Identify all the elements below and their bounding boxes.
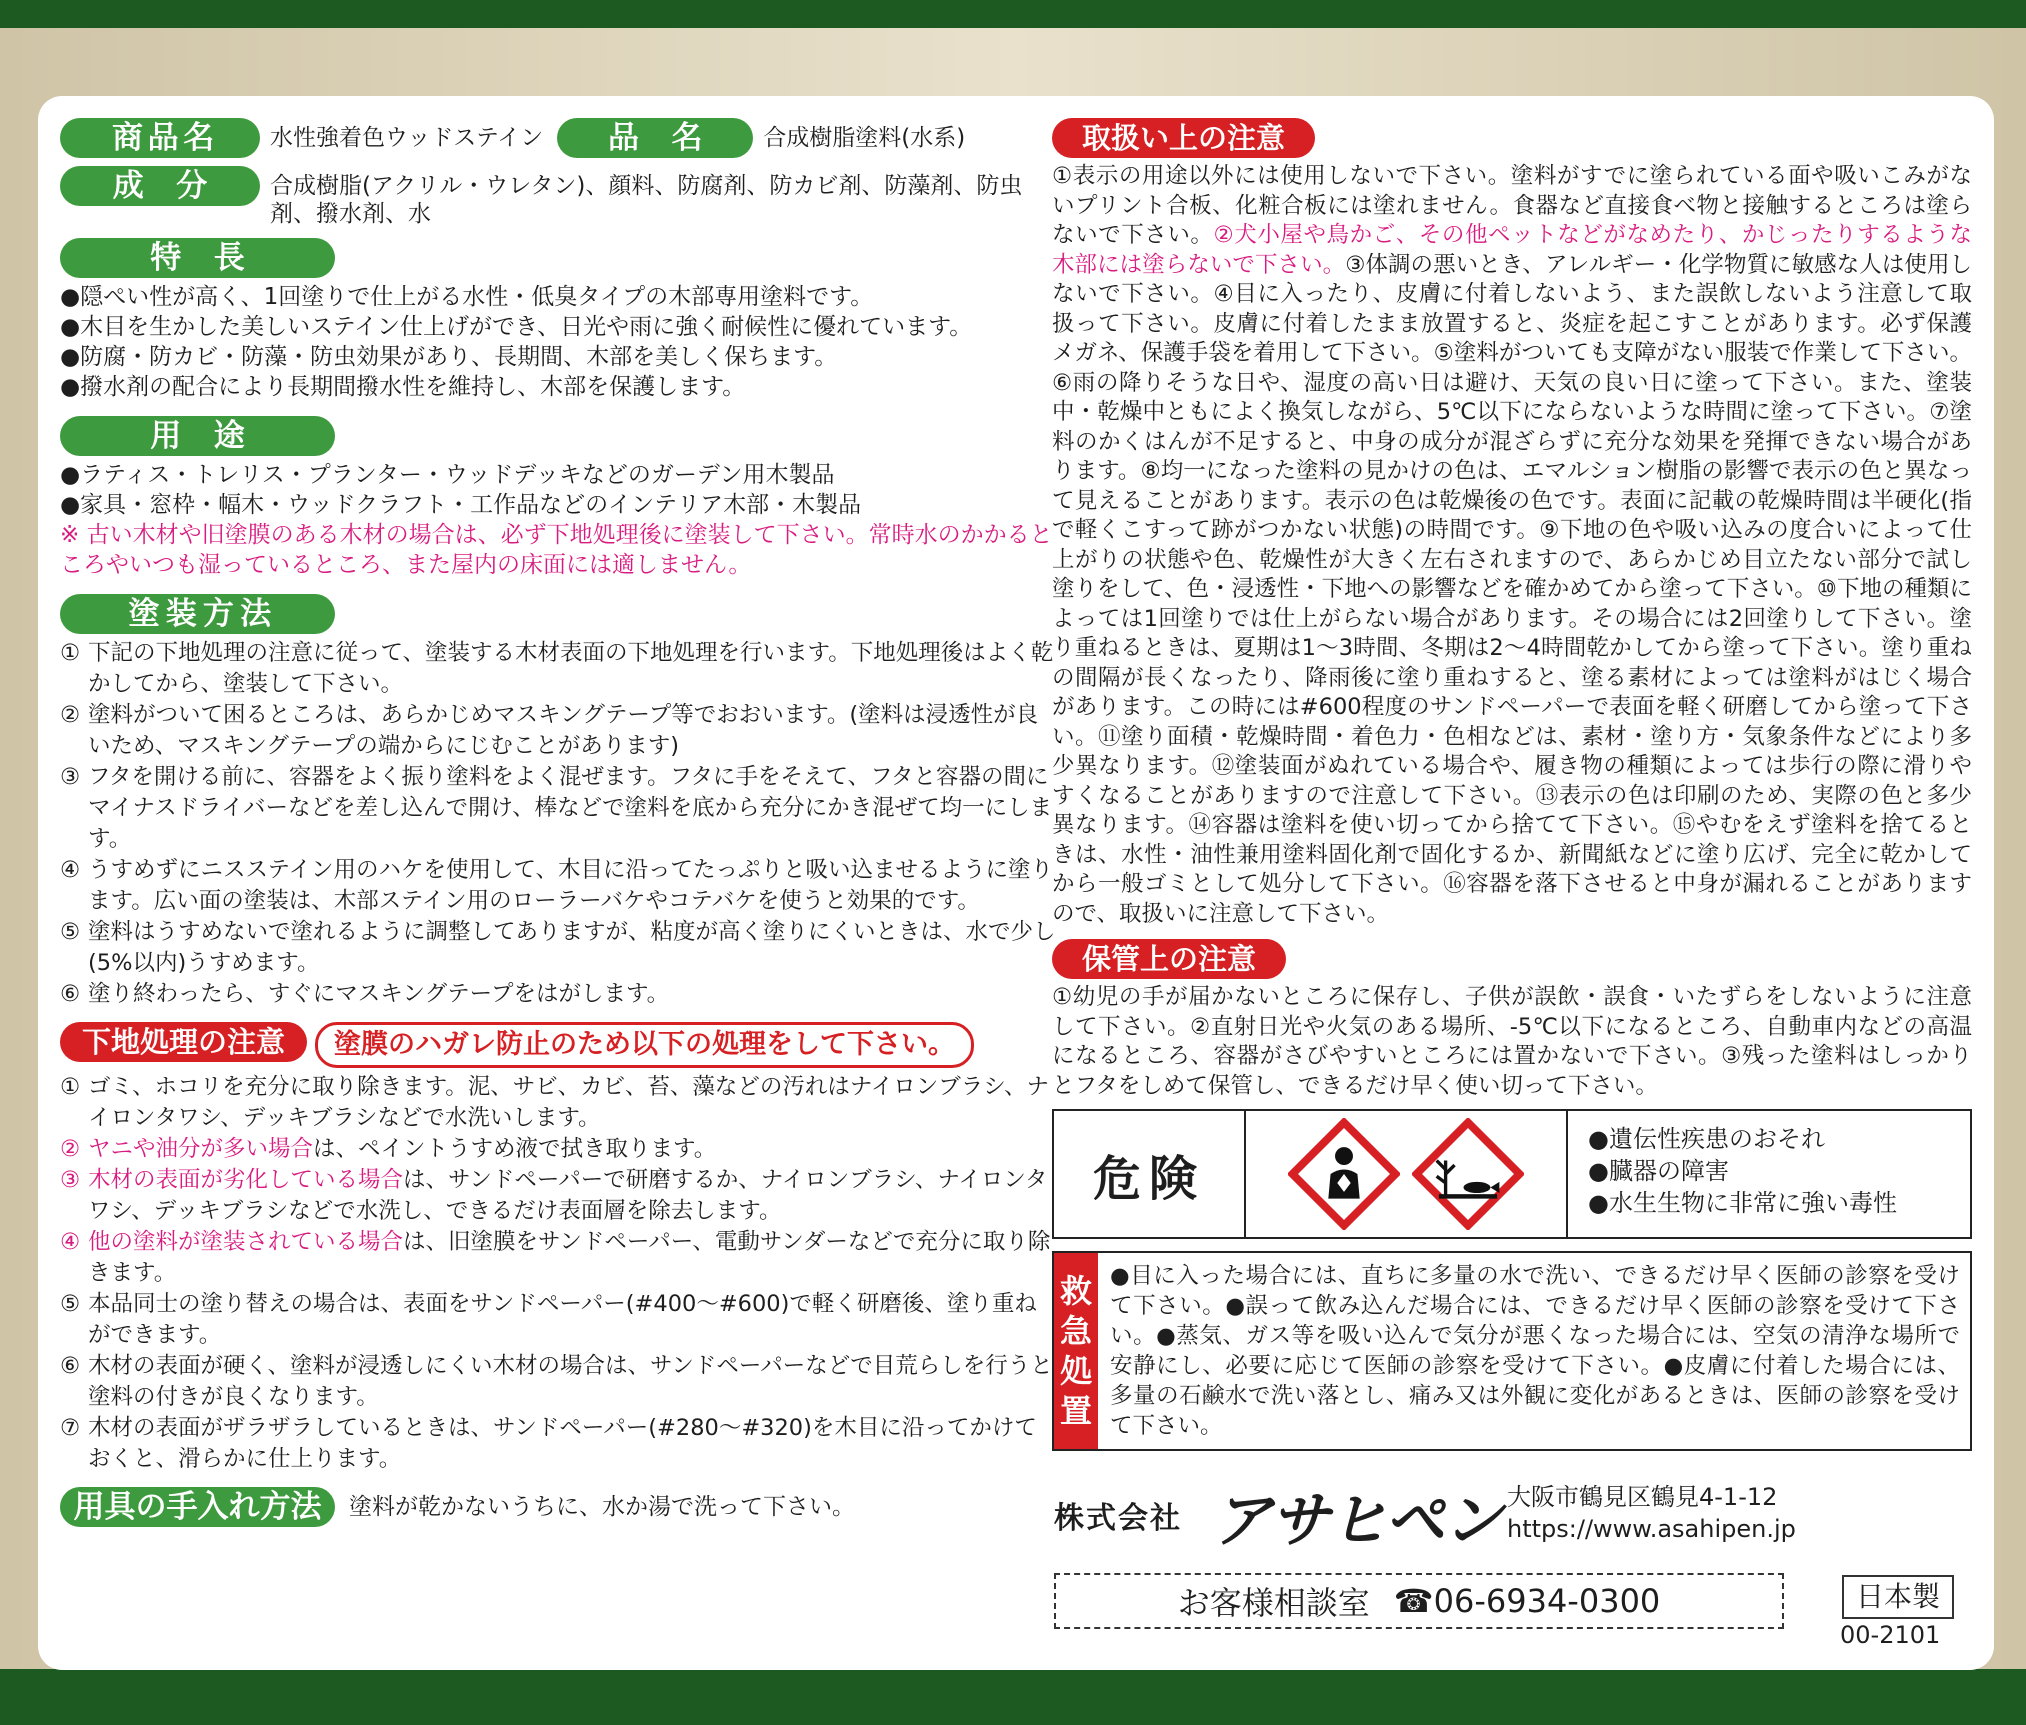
item-number: ⑤ — [60, 919, 81, 945]
item-text: うすめずにニスステイン用のハケを使用して、木目に沿ってたっぷりと吸い込ませるように塗ります。広い面の塗装は、木部ステイン用のローラーバケやコテバケを使うと効果的です。 — [88, 857, 1054, 914]
item-number: ⑦ — [60, 1415, 81, 1441]
handling-text-highlight: ②犬小屋や鳥かご、その他ペットなどがなめたり、かじったりするような木部には塗らないで下さい。 — [1052, 222, 1972, 278]
handling-text-b: ③体調の悪いとき、アレルギー・化学物質に敏感な人は使用しないで下さい。④目に入ったり、皮膚に付着しないよう、また誤飲しないよう注意して取扱って下さい。皮膚に付着したまま放置すると、炎症を起こすことがあります。必ず保護メガネ、保護手袋を着用して下さい。⑤塗料がついても支障がない服装で作業して下さい。⑥雨の降りそうな日や、湿度の高い日は避け、天気の良い日に塗って下さい。また、塗装中・乾燥中ともによく換気しながら、5℃以下にならないような時間に塗って下さい。⑦塗料のかくはんが不足すると、中身の成分が混ざらずに充分な効果を発揮できない場合があります。⑧均一になった塗料の見かけの色は、エマルション樹脂の影響で表示の色と異なって見えることがあります。表示の色は乾燥後の色です。表面に記載の乾燥時間は半硬化(指で軽くこすって跡がつかない状態)の時間です。⑨下地の色や吸い込みの度合いによって仕上がりの状態や色、乾燥性が大きく左右されますので、あらかじめ目立たない部分で試し塗りをして、色・浸透性・下地への影響などを確かめてから塗って下さい。⑩下地の種類によっては1回塗りでは仕上がらない場合があります。その場合には2回塗りして下さい。塗り重ねるときは、夏期は1〜3時間、冬期は2〜4時間乾かしてから塗って下さい。塗り重ねの間隔が長くなったり、降雨後に塗り重ねすると、塗る素材によっては塗料がはじく場合があります。この時には#600程度のサンドペーパーで表面を軽く研磨してから塗って下さい。⑪塗り面積・乾燥時間・着色力・色相などは、素材・塗り方・気象条件などにより多少異なります。⑫塗装面がぬれている場合や、履き物の種類によっては歩行の際に滑りやすくなることがありますので注意して下さい。⑬表示の色は印刷のため、実際の色と多少異なります。⑭容器は塗料を使い切ってから捨てて下さい。⑮やむをえず塗料を捨てるときは、水性・油性兼用塗料固化剤で固化するか、新聞紙などに塗り広げ、完全に乾かしてから一般ゴミとして処分して下さい。⑯容器を落下させると中身が漏れることがありますので、取扱いに注意して下さい。 — [1052, 251, 1972, 927]
company-logo: アサヒペン — [1212, 1486, 1501, 1556]
item-text: 木材の表面が硬く、塗料が浸透しにくい木材の場合は、サンドペーパーなどで目荒らしを行うと塗料の付きが良くなります。 — [88, 1353, 1053, 1410]
item-text: フタを開ける前に、容器をよく振り塗料をよく混ぜます。フタに手をそえて、フタと容器の間にマイナスドライバーなどを差し込んで開け、棒などで塗料を底から充分にかき混ぜて均一にします。 — [88, 764, 1053, 852]
list-item — [60, 1165, 1056, 1227]
uses-title: 用 途 — [60, 416, 335, 456]
item-text: 塗り終わったら、すぐにマスキングテープをはがします。 — [88, 981, 670, 1007]
list-item — [60, 855, 1056, 917]
ghs-pictograms — [1246, 1111, 1568, 1237]
product-name-value: 水性強着色ウッドステイン — [270, 125, 544, 151]
company-address-block — [1507, 1481, 1796, 1545]
item-text: 塗料がついて困るところは、あらかじめマスキングテープ等でおおいます。(塗料は浸透性が良いため、マスキングテープの端からにじむことがあります) — [88, 702, 1039, 759]
label-panel — [38, 96, 1994, 1670]
list-item: ●隠ぺい性が高く、1回塗りで仕上がる水性・低臭タイプの木部専用塗料です。 — [60, 284, 874, 310]
list-item — [60, 1227, 1056, 1289]
item-number: ④ — [60, 857, 81, 883]
list-item: ●水生生物に非常に強い毒性 — [1588, 1189, 1897, 1217]
first-aid-label — [1054, 1253, 1098, 1449]
list-item — [60, 1351, 1056, 1413]
top-band — [0, 0, 2026, 28]
item-number: ② — [60, 702, 81, 728]
item-number: ⑥ — [60, 1353, 81, 1379]
list-item — [60, 1413, 1056, 1475]
list-item: ●ラティス・トレリス・プランター・ウッドデッキなどのガーデン用木製品 — [60, 462, 835, 488]
item-text: 木材の表面がザラザラしているときは、サンドペーパー(#280〜#320)を木目に沿ってかけておくと、滑らかに仕上ります。 — [88, 1415, 1037, 1472]
item-number: ③ — [60, 1167, 81, 1193]
customer-contact — [1054, 1573, 1784, 1629]
handling-title: 取扱い上の注意 — [1052, 118, 1315, 158]
item-text: は、ペイントうすめ液で拭き取ります。 — [313, 1136, 717, 1162]
list-item — [60, 1289, 1056, 1351]
bottom-band — [0, 1669, 2026, 1725]
company-prefix: 株式会社 — [1054, 1501, 1182, 1536]
product-code: 00-2101 — [1840, 1621, 1941, 1649]
prep-subtitle: 塗膜のハガレ防止のため以下の処理をして下さい。 — [315, 1022, 974, 1068]
item-text: 下記の下地処理の注意に従って、塗装する木材表面の下地処理を行います。下地処理後はよく乾かしてから、塗装して下さい。 — [88, 640, 1054, 697]
list-item — [60, 979, 1056, 1010]
list-item — [60, 917, 1056, 979]
item-number: ② — [60, 1136, 81, 1162]
handling-text — [1052, 162, 1972, 929]
first-aid-label-char: 救 — [1059, 1272, 1092, 1310]
left-column — [60, 118, 1056, 1527]
first-aid-label-char: 置 — [1059, 1392, 1092, 1430]
composition-label: 成 分 — [60, 166, 260, 206]
made-in-badge: 日本製 — [1842, 1575, 1954, 1619]
item-number: ⑤ — [60, 1291, 81, 1317]
tools-row — [60, 1487, 1056, 1527]
hazard-statements — [1568, 1111, 1970, 1237]
item-number: ④ — [60, 1229, 81, 1255]
contact-phone[interactable]: ☎06-6934-0300 — [1393, 1582, 1661, 1620]
first-aid-text: ●目に入った場合には、直ちに多量の水で洗い、できるだけ早く医師の診察を受けて下さい。●誤って飲み込んだ場合には、できるだけ早く医師の診察を受けて下さい。●蒸気、ガス等を吸い込んで気分が悪くなった場合には、空気の清浄な場所で安静にし、必要に応じて医師の診察を受けて下さい。●皮膚に付着した場合には、多量の石鹸水で洗い落とし、痛み又は外観に変化があるときは、医師の診察を受けて下さい。 — [1110, 1263, 1960, 1439]
item-text: ゴミ、ホコリを充分に取り除きます。泥、サビ、カビ、苔、藻などの汚れはナイロンブラシ、ナイロンタワシ、デッキブラシなどで水洗いします。 — [88, 1074, 1049, 1131]
health-hazard-icon — [1288, 1118, 1400, 1230]
handling-text-a: ①表示の用途以外には使用しないで下さい。塗料がすでに塗られている面や吸いこみがないプリント合板、化粧合板には塗れません。食器など直接食べ物と接触するところは塗らないで下さい。 — [1052, 163, 1972, 248]
environment-hazard-icon — [1412, 1118, 1524, 1230]
product-name-label: 商品名 — [60, 118, 260, 158]
list-item: ●木目を生かした美しいステイン仕上げができ、日光や雨に強く耐候性に優れています。 — [60, 314, 973, 340]
item-highlight: 他の塗料が塗装されている場合 — [88, 1229, 404, 1255]
method-list — [60, 638, 1056, 1010]
company-footer — [1052, 1471, 1972, 1649]
list-item — [60, 1072, 1056, 1134]
product-type-label: 品 名 — [557, 118, 753, 158]
uses-note: ※ 古い木材や旧塗膜のある木材の場合は、必ず下地処理後に塗装して下さい。常時水のかかるところやいつも湿っているところ、また屋内の床面には適しません。 — [60, 522, 1053, 578]
prep-list — [60, 1072, 1056, 1475]
storage-title: 保管上の注意 — [1052, 939, 1286, 979]
uses-list — [60, 460, 1056, 520]
method-title: 塗装方法 — [60, 594, 335, 634]
item-text: 本品同士の塗り替えの場合は、表面をサンドペーパー(#400〜#600)で軽く研磨後、塗り重ねができます。 — [88, 1291, 1037, 1348]
product-type-value: 合成樹脂塗料(水系) — [763, 125, 966, 151]
item-number: ⑥ — [60, 981, 81, 1007]
right-column — [1052, 118, 1972, 1649]
danger-signal-word: 危険 — [1054, 1111, 1246, 1237]
list-item: ●遺伝性疾患のおそれ — [1588, 1125, 1825, 1153]
list-item — [60, 700, 1056, 762]
tools-text: 塗料が乾かないうちに、水か湯で洗って下さい。 — [349, 1494, 855, 1520]
item-highlight: ヤニや油分が多い場合 — [88, 1136, 314, 1162]
danger-box — [1052, 1109, 1972, 1239]
product-name-row — [60, 118, 1056, 158]
item-text: 塗料はうすめないで塗れるように調整してありますが、粘度が高く塗りにくいときは、水で少し(5%以内)うすめます。 — [88, 919, 1056, 976]
features-list — [60, 282, 1056, 402]
storage-text: ①幼児の手が届かないところに保存し、子供が誤飲・誤食・いたずらをしないように注意して下さい。②直射日光や火気のある場所、-5℃以下になるところ、自動車内などの高温になるところ、容器がさびやすいところには置かないで下さい。③残った塗料はしっかりとフタをしめて保管し、できるだけ早く使い切って下さい。 — [1052, 984, 1972, 1099]
first-aid-box — [1052, 1251, 1972, 1451]
first-aid-label-char: 処 — [1059, 1352, 1092, 1390]
features-title: 特 長 — [60, 238, 335, 278]
item-text: は、旧塗膜をサンドペーパー、電動サンダーなどで充分に取り除きます。 — [88, 1229, 1051, 1286]
tools-title: 用具の手入れ方法 — [60, 1487, 335, 1527]
item-number: ① — [60, 640, 81, 666]
prep-title: 下地処理の注意 — [60, 1022, 307, 1062]
list-item — [60, 762, 1056, 855]
composition-value: 合成樹脂(アクリル・ウレタン)、顔料、防腐剤、防カビ剤、防藻剤、防虫剤、撥水剤、水 — [270, 173, 1023, 227]
item-text: は、サンドペーパーで研磨するか、ナイロンブラシ、ナイロンタワシ、デッキブラシなどで水洗し、できるだけ表面層を除去します。 — [88, 1167, 1048, 1224]
list-item — [60, 1134, 1056, 1165]
list-item: ●撥水剤の配合により長期間撥水性を維持し、木部を保護します。 — [60, 374, 746, 400]
first-aid-label-char: 急 — [1059, 1312, 1092, 1350]
item-number: ③ — [60, 764, 81, 790]
contact-label: お客様相談室 — [1177, 1584, 1370, 1622]
composition-row — [60, 166, 1056, 228]
prep-head-row — [60, 1022, 1056, 1068]
company-url[interactable]: https://www.asahipen.jp — [1507, 1515, 1796, 1543]
list-item — [60, 638, 1056, 700]
company-address: 大阪市鶴見区鶴見4-1-12 — [1507, 1483, 1778, 1511]
list-item: ●家具・窓枠・幅木・ウッドクラフト・工作品などのインテリア木部・木製品 — [60, 492, 862, 518]
list-item: ●臓器の障害 — [1588, 1157, 1729, 1185]
list-item: ●防腐・防カビ・防藻・防虫効果があり、長期間、木部を美しく保ちます。 — [60, 344, 838, 370]
item-number: ① — [60, 1074, 81, 1100]
item-highlight: 木材の表面が劣化している場合 — [88, 1167, 404, 1193]
